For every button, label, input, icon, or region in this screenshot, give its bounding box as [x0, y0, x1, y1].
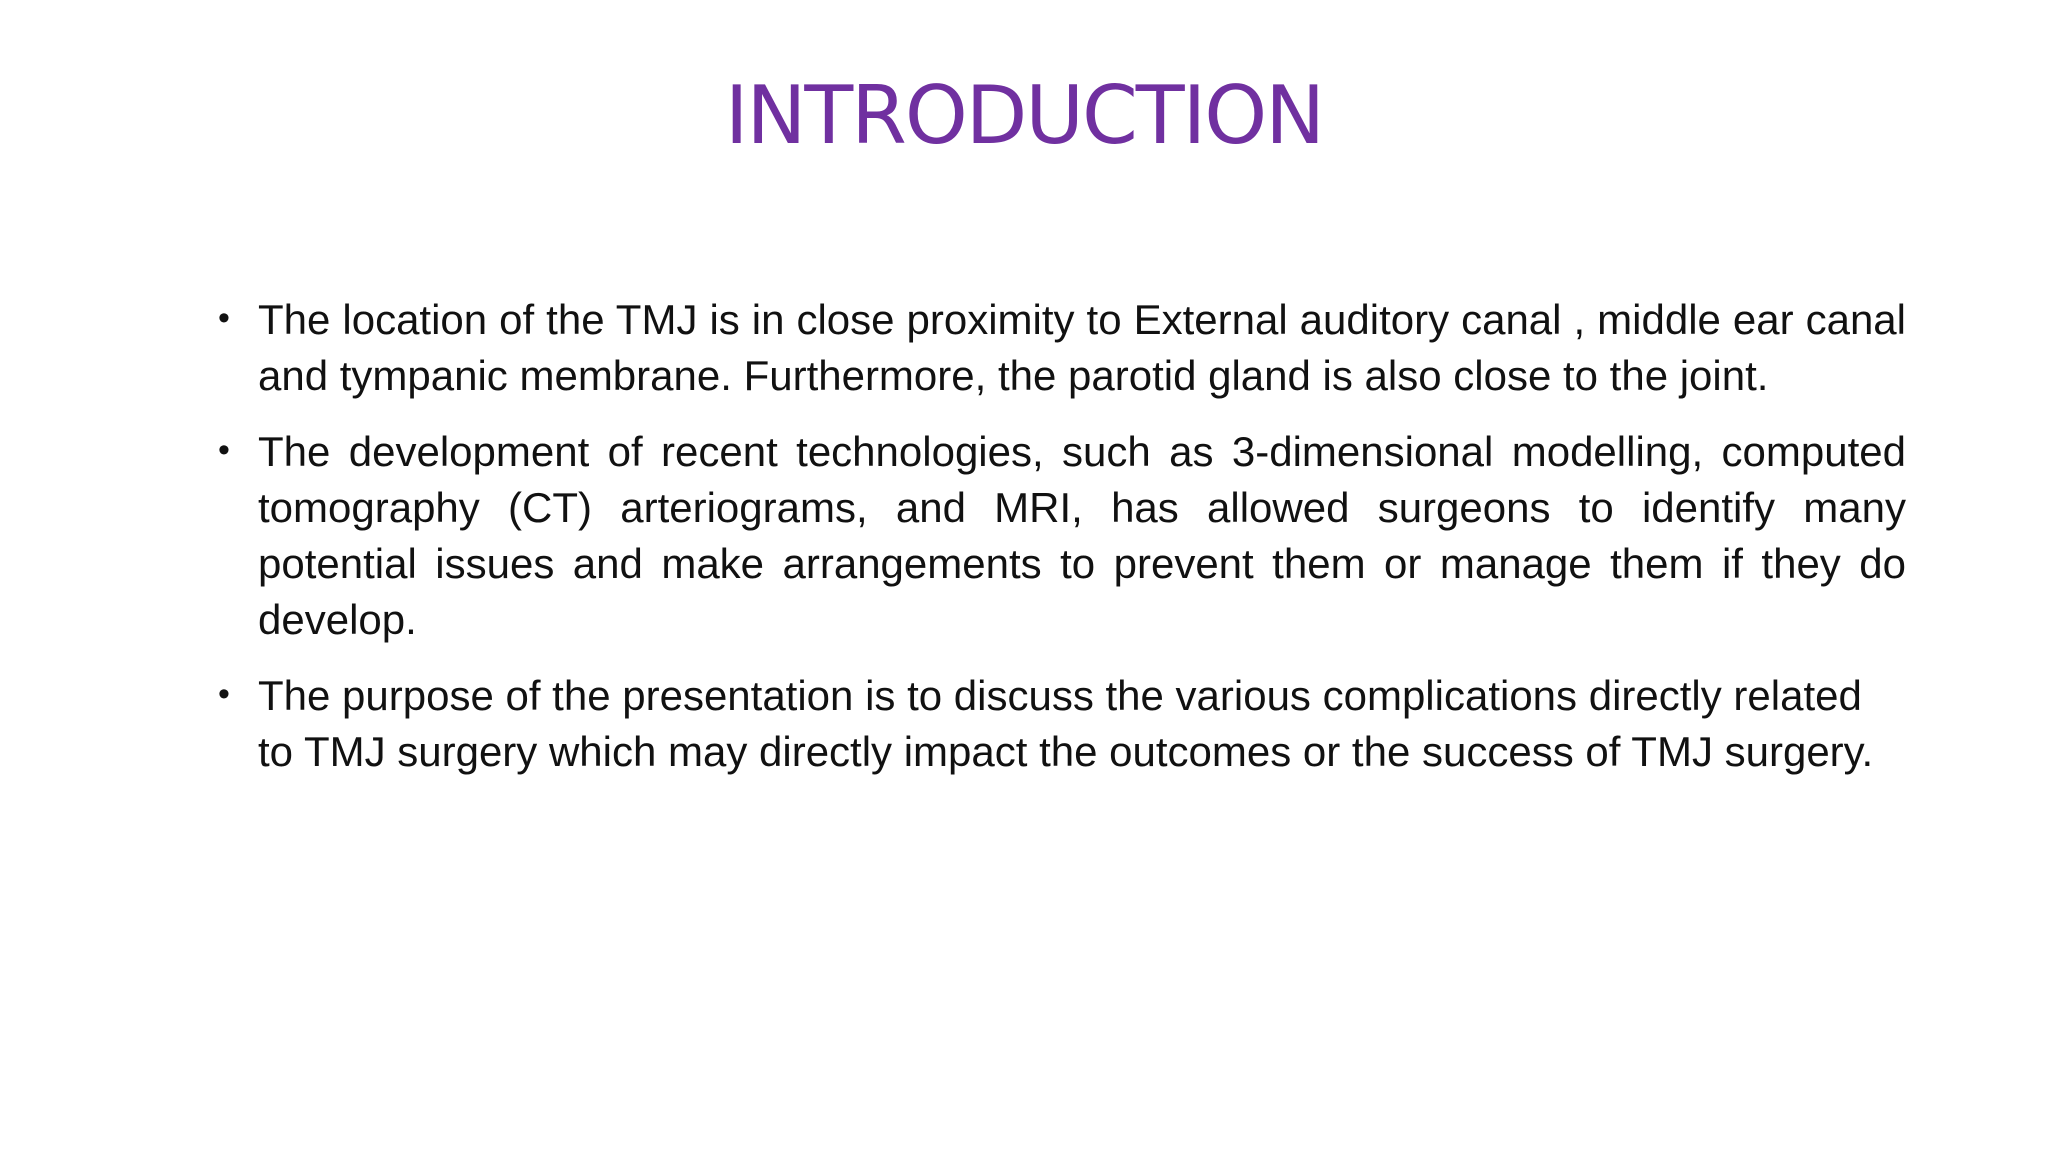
- bullet-list: [218, 292, 1906, 800]
- bullet-icon: •: [218, 299, 230, 337]
- slide-title: INTRODUCTION: [724, 69, 1324, 162]
- bullet-icon: •: [218, 431, 230, 469]
- bullet-item: [218, 668, 1906, 780]
- bullet-text: The purpose of the presentation is to discuss the various complications directly related to TMJ surgery which may directly impact the outcomes or the success of TMJ surgery.: [258, 672, 1874, 775]
- bullet-icon: •: [218, 675, 230, 713]
- bullet-item: [218, 292, 1906, 404]
- bullet-text: The location of the TMJ is in close proximity to External auditory canal , middle ear canal and tympanic membrane. Furthermore, the parotid gland is also close to the joint.: [258, 296, 1906, 399]
- bullet-item: [218, 424, 1906, 648]
- bullet-text: The development of recent technologies, such as 3-dimensional modelling, computed tomography (CT) arteriograms, and MRI, has allowed surgeons to identify many potential issues and make arrangements to prevent them or manage them if they do develop.: [258, 428, 1906, 643]
